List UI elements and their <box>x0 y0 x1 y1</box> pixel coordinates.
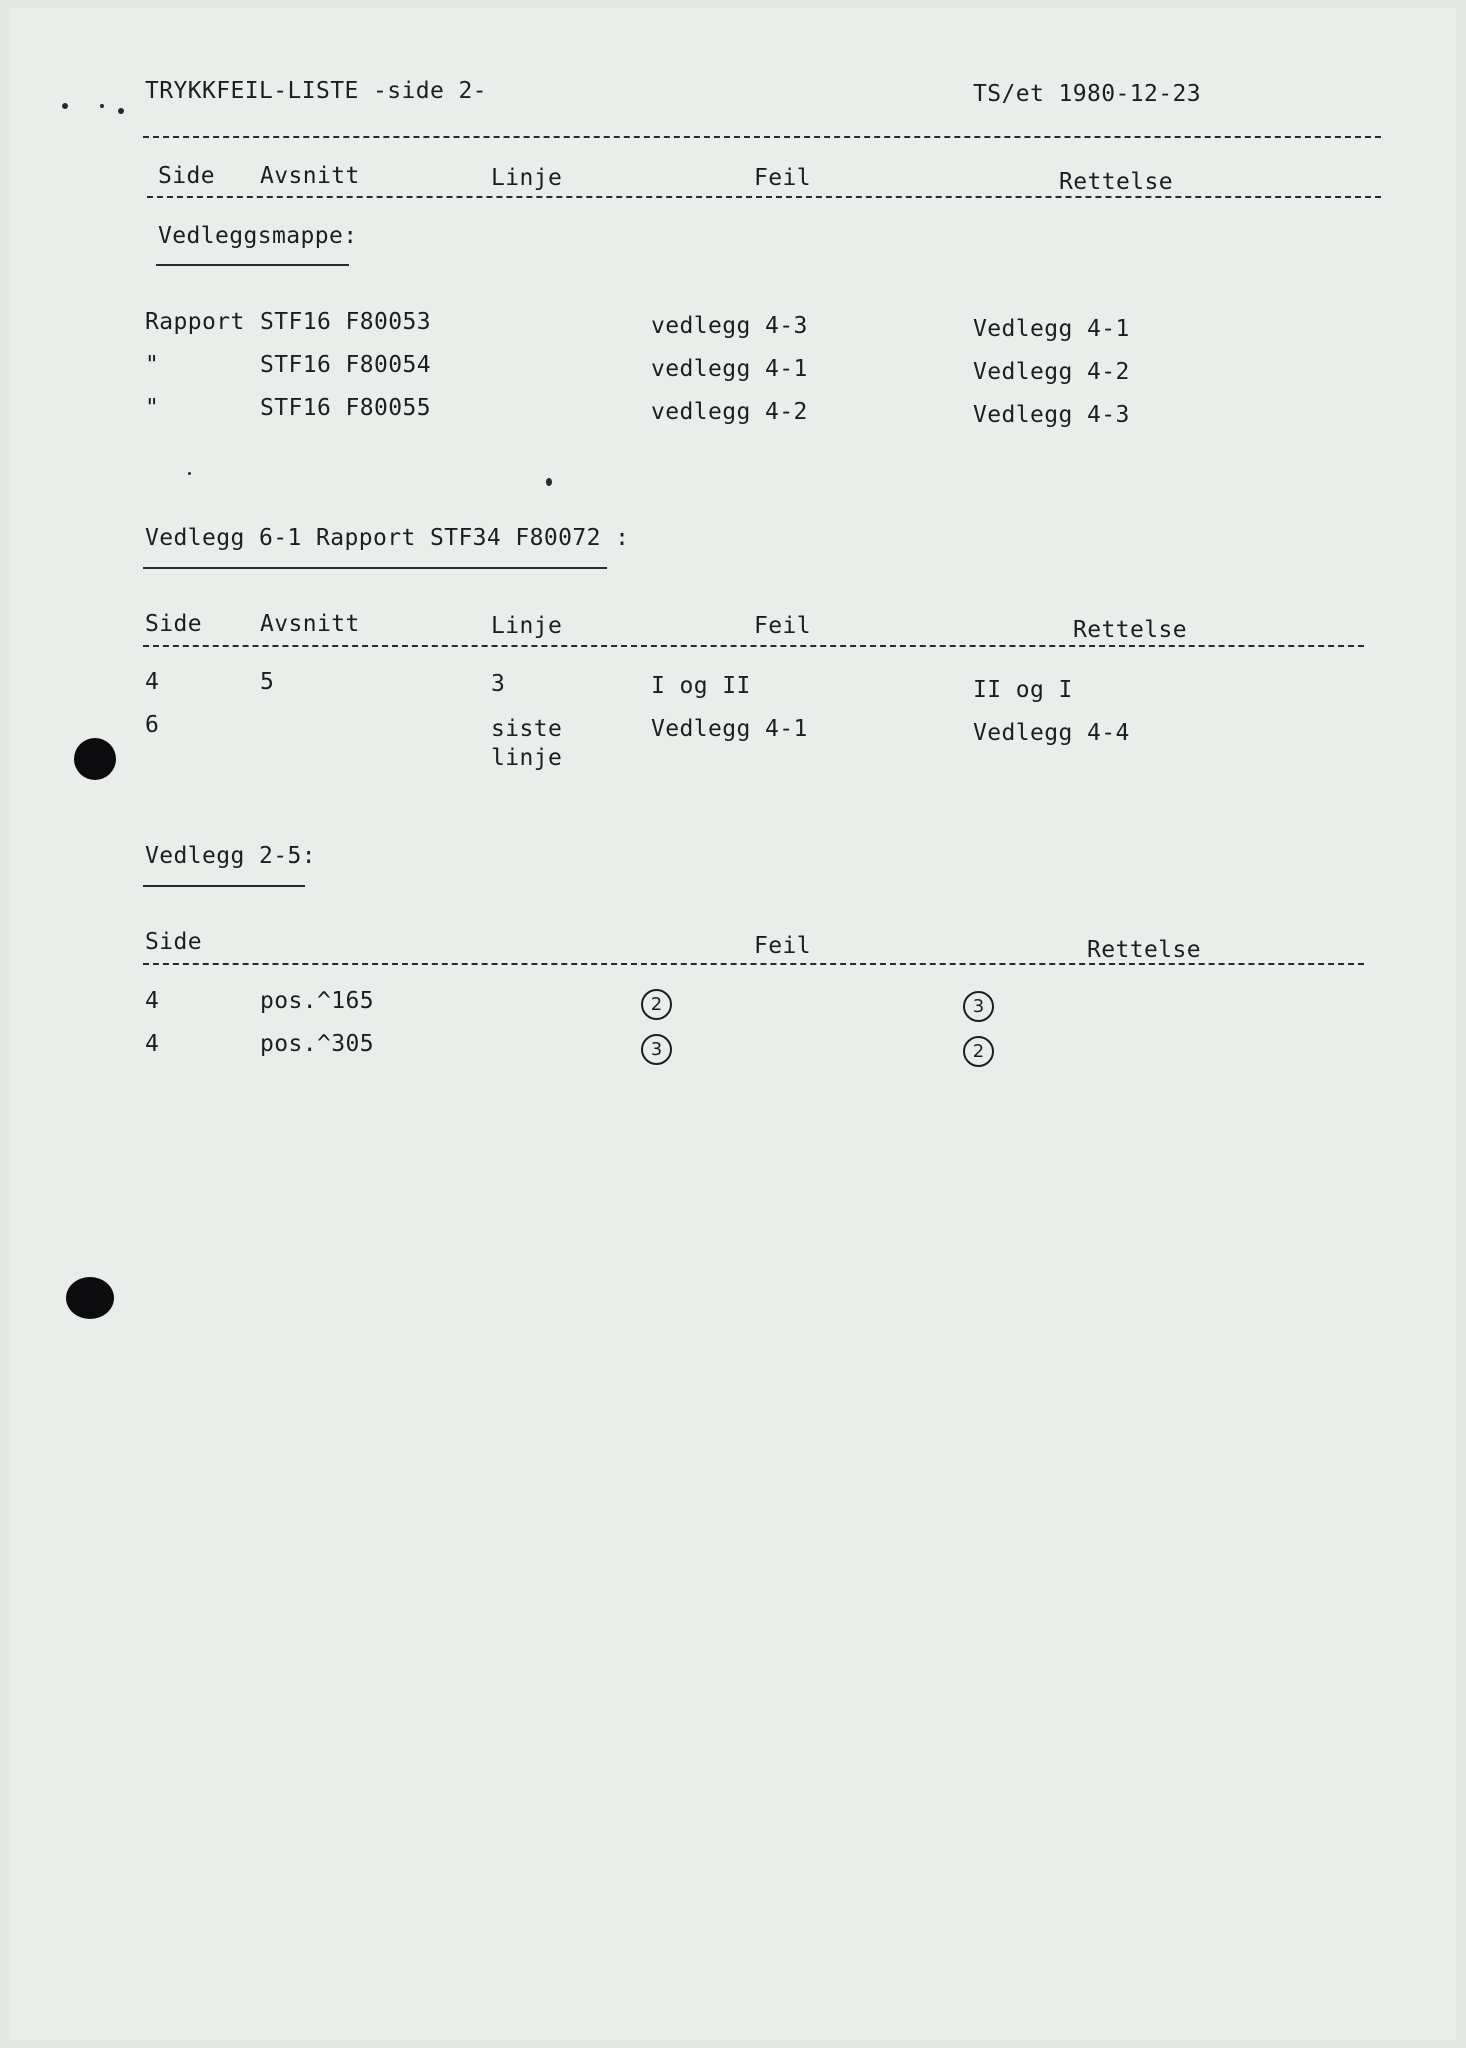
column-header-rule <box>143 645 1364 647</box>
s2-row2-linje-cont: linje <box>491 745 563 771</box>
s3-row2-rettelse-circled: 2 <box>963 1036 994 1067</box>
s3-row2-pos: pos.^305 <box>260 1031 374 1057</box>
row1-report: Rapport <box>145 309 245 335</box>
s2-row1-feil: I og II <box>651 673 751 699</box>
row3-rettelse: Vedlegg 4-3 <box>973 402 1130 428</box>
row2-rettelse: Vedlegg 4-2 <box>973 359 1130 385</box>
col-rettelse: Rettelse <box>1087 937 1201 963</box>
row2-ditto: " <box>145 352 160 378</box>
s2-row1-side: 4 <box>145 669 160 695</box>
col-side: Side <box>145 611 202 637</box>
s3-row1-side: 4 <box>145 988 160 1014</box>
col-side: Side <box>145 929 202 955</box>
col-linje: Linje <box>491 165 563 191</box>
s3-row2-feil-circled: 3 <box>641 1034 672 1065</box>
section-heading: Vedlegg 6-1 Rapport STF34 F80072 : <box>145 525 630 551</box>
speck <box>118 108 124 114</box>
section-heading-underline <box>143 885 305 887</box>
section-heading-underline <box>156 264 349 266</box>
speck <box>62 103 68 109</box>
speck <box>100 104 104 108</box>
s3-row2-side: 4 <box>145 1031 160 1057</box>
s3-row1-feil-circled: 2 <box>641 989 672 1020</box>
col-avsnitt: Avsnitt <box>260 611 360 637</box>
col-rettelse: Rettelse <box>1073 617 1187 643</box>
punch-hole-top <box>74 738 116 780</box>
s2-row2-rettelse: Vedlegg 4-4 <box>973 720 1130 746</box>
s2-row1-linje: 3 <box>491 671 506 697</box>
s2-row1-rettelse: II og I <box>973 677 1073 703</box>
row3-ditto: " <box>145 395 160 421</box>
col-feil: Feil <box>754 933 811 959</box>
s3-row1-pos: pos.^165 <box>260 988 374 1014</box>
row1-feil: vedlegg 4-3 <box>651 313 808 339</box>
col-side: Side <box>158 163 215 189</box>
document-reference: TS/et 1980-12-23 <box>973 81 1201 107</box>
col-feil: Feil <box>754 165 811 191</box>
row3-stf: STF16 F80055 <box>260 395 431 421</box>
row2-feil: vedlegg 4-1 <box>651 356 808 382</box>
section-heading-underline <box>143 567 607 569</box>
col-feil: Feil <box>754 613 811 639</box>
speck <box>188 472 191 475</box>
punch-hole-bottom <box>66 1277 114 1319</box>
row1-rettelse: Vedlegg 4-1 <box>973 316 1130 342</box>
row3-feil: vedlegg 4-2 <box>651 399 808 425</box>
column-header-rule <box>143 963 1364 965</box>
col-linje: Linje <box>491 613 563 639</box>
col-rettelse: Rettelse <box>1059 169 1173 195</box>
document-title: TRYKKFEIL-LISTE -side 2- <box>145 78 487 104</box>
row2-stf: STF16 F80054 <box>260 352 431 378</box>
section-heading: Vedleggsmappe: <box>158 223 358 249</box>
section-heading: Vedlegg 2-5: <box>145 843 316 869</box>
s2-row2-side: 6 <box>145 712 160 738</box>
column-header-rule <box>147 196 1381 198</box>
s2-row2-linje: siste <box>491 716 563 742</box>
s3-row1-rettelse-circled: 3 <box>963 991 994 1022</box>
speck <box>546 478 552 486</box>
header-rule <box>143 136 1381 138</box>
s2-row1-avsnitt: 5 <box>260 669 275 695</box>
s2-row2-feil: Vedlegg 4-1 <box>651 716 808 742</box>
row1-stf: STF16 F80053 <box>260 309 431 335</box>
col-avsnitt: Avsnitt <box>260 163 360 189</box>
